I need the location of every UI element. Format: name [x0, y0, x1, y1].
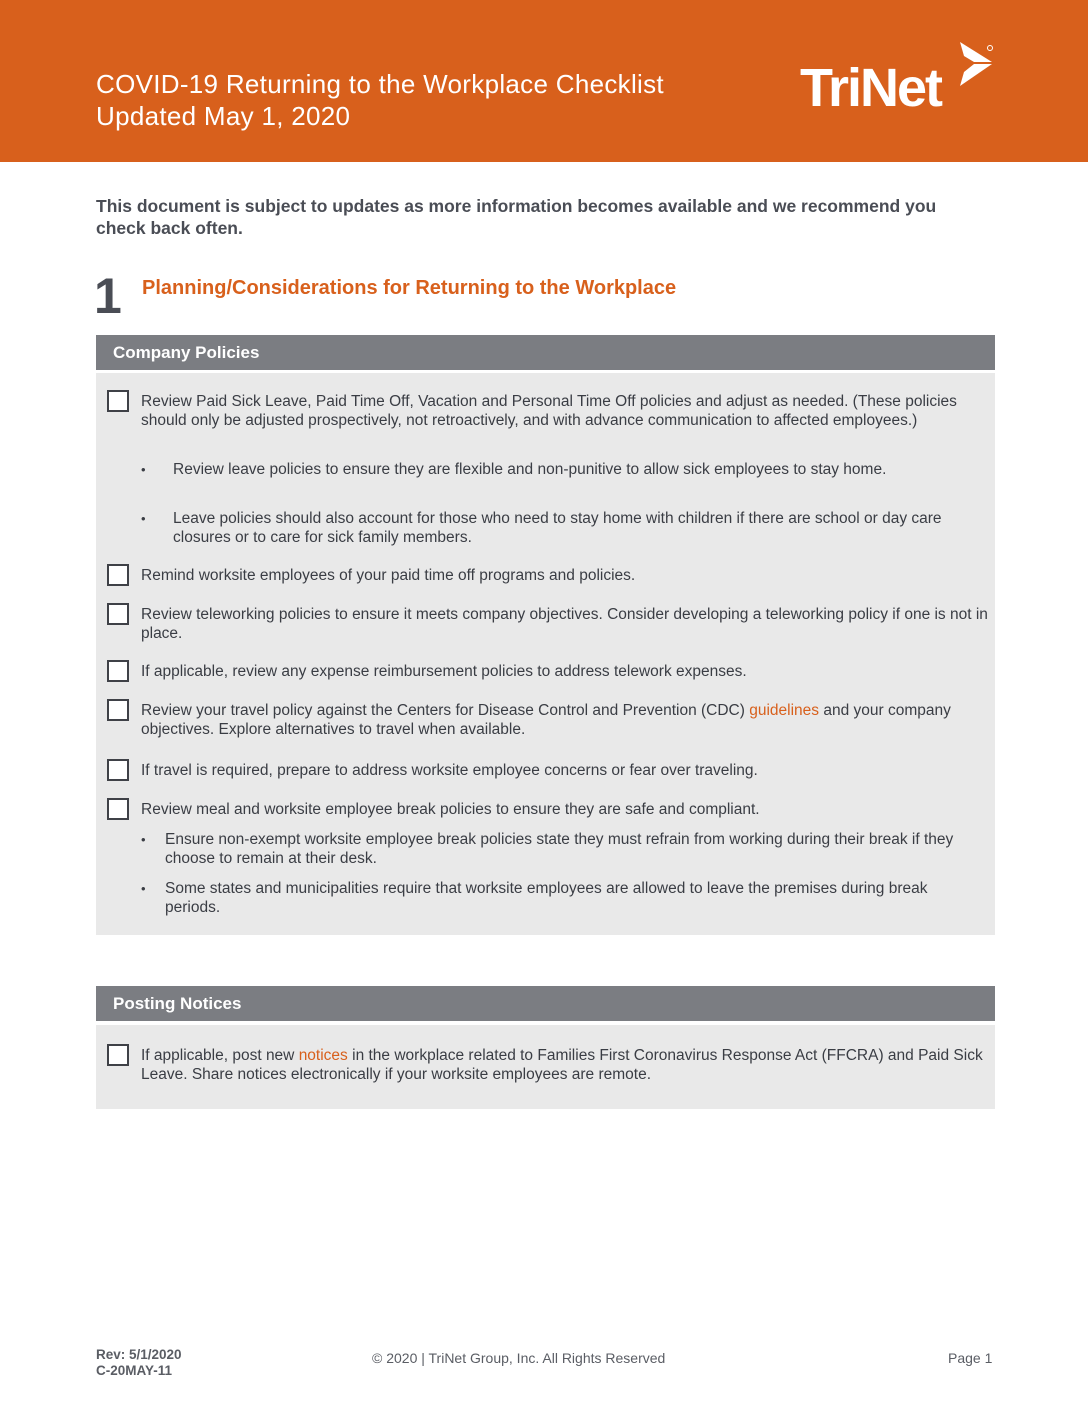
checklist-item-remind-pto: Remind worksite employees of your paid time off programs and policies.: [141, 567, 636, 584]
trinet-logo: [800, 42, 1000, 118]
checkbox-expense-reimbursement[interactable]: [107, 660, 129, 682]
checklist-item-review-leave-policies: Review Paid Sick Leave, Paid Time Off, Vacation and Personal Time Off policies and adjust as needed. (These policies should only be adjusted prospectively, not retroactively, and with advance communication to affected employees.): [141, 393, 957, 429]
travel-text-before: Review your travel policy against the Centers for Disease Control and Prevention (CDC): [141, 702, 750, 719]
document-code: C-20MAY-11: [96, 1363, 173, 1378]
checkbox-remind-pto[interactable]: [107, 564, 129, 586]
sub-item-childcare-leave: Leave policies should also account for those who need to stay home with children if there are school or day care closures or to care for sick family members.: [173, 510, 942, 546]
sub-item-leave-premises: Some states and municipalities require that worksite employees are allowed to leave the premises during break periods.: [165, 880, 928, 916]
checkbox-travel-concerns[interactable]: [107, 759, 129, 781]
checklist-item-post-notices: [141, 1046, 989, 1084]
checkbox-post-notices[interactable]: [107, 1044, 129, 1066]
guidelines-link[interactable]: guidelines: [749, 702, 820, 719]
page-header: [0, 0, 1088, 162]
travel-text-after: and your company objectives. Explore alternatives to travel when available.: [141, 702, 951, 738]
notices-text-before: If applicable, post new: [141, 1047, 299, 1064]
section-title: Planning/Considerations for Returning to the Workplace: [142, 277, 677, 299]
intro-note: This document is subject to updates as more information becomes available and we recommend you check back often.: [96, 196, 937, 238]
sub-item-flexible-leave: Review leave policies to ensure they are flexible and non-punitive to allow sick employees to stay home.: [173, 461, 887, 478]
bullet-icon: •: [141, 462, 146, 477]
logo-text: TriNet: [800, 58, 942, 118]
bullet-icon: •: [141, 832, 146, 847]
checklist-item-travel-concerns: If travel is required, prepare to address worksite employee concerns or fear over traveling.: [141, 762, 758, 779]
checklist-item-teleworking: Review teleworking policies to ensure it meets company objectives. Consider developing a teleworking policy if one is not in place.: [141, 606, 988, 642]
notices-text-after: in the workplace related to Families First Coronavirus Response Act (FFCRA) and Paid Sick Leave. Share notices electronically if your worksite employees are remote.: [141, 1047, 983, 1083]
checklist-item-break-policies: Review meal and worksite employee break policies to ensure they are safe and compliant.: [141, 801, 760, 818]
company-policies-header: Company Policies: [96, 335, 995, 370]
notices-link[interactable]: notices: [298, 1047, 348, 1064]
checkbox-travel-policy[interactable]: [107, 699, 129, 721]
revision-date: Rev: 5/1/2020: [96, 1347, 182, 1362]
page-number: Page 1: [948, 1350, 993, 1366]
checkbox-break-policies[interactable]: [107, 798, 129, 820]
bullet-icon: •: [141, 881, 146, 896]
checklist-item-expense-reimbursement: If applicable, review any expense reimbursement policies to address telework expenses.: [141, 663, 747, 680]
document-subtitle: Updated May 1, 2020: [96, 101, 351, 131]
footer-revision: [96, 1347, 182, 1379]
checklist-item-travel-policy: [141, 701, 989, 739]
posting-notices-header: Posting Notices: [96, 986, 995, 1021]
section-number: 1: [94, 268, 122, 324]
sub-item-non-exempt-breaks: Ensure non-exempt worksite employee break policies state they must refrain from working during their break if they choose to remain at their desk.: [165, 831, 954, 867]
document-title: COVID-19 Returning to the Workplace Checklist: [96, 69, 664, 99]
bullet-icon: •: [141, 511, 146, 526]
footer-copyright: © 2020 | TriNet Group, Inc. All Rights Reserved: [372, 1350, 666, 1366]
checkbox-teleworking[interactable]: [107, 603, 129, 625]
logo-chevron-icon: [956, 42, 996, 86]
checkbox-review-leave-policies[interactable]: [107, 390, 129, 412]
